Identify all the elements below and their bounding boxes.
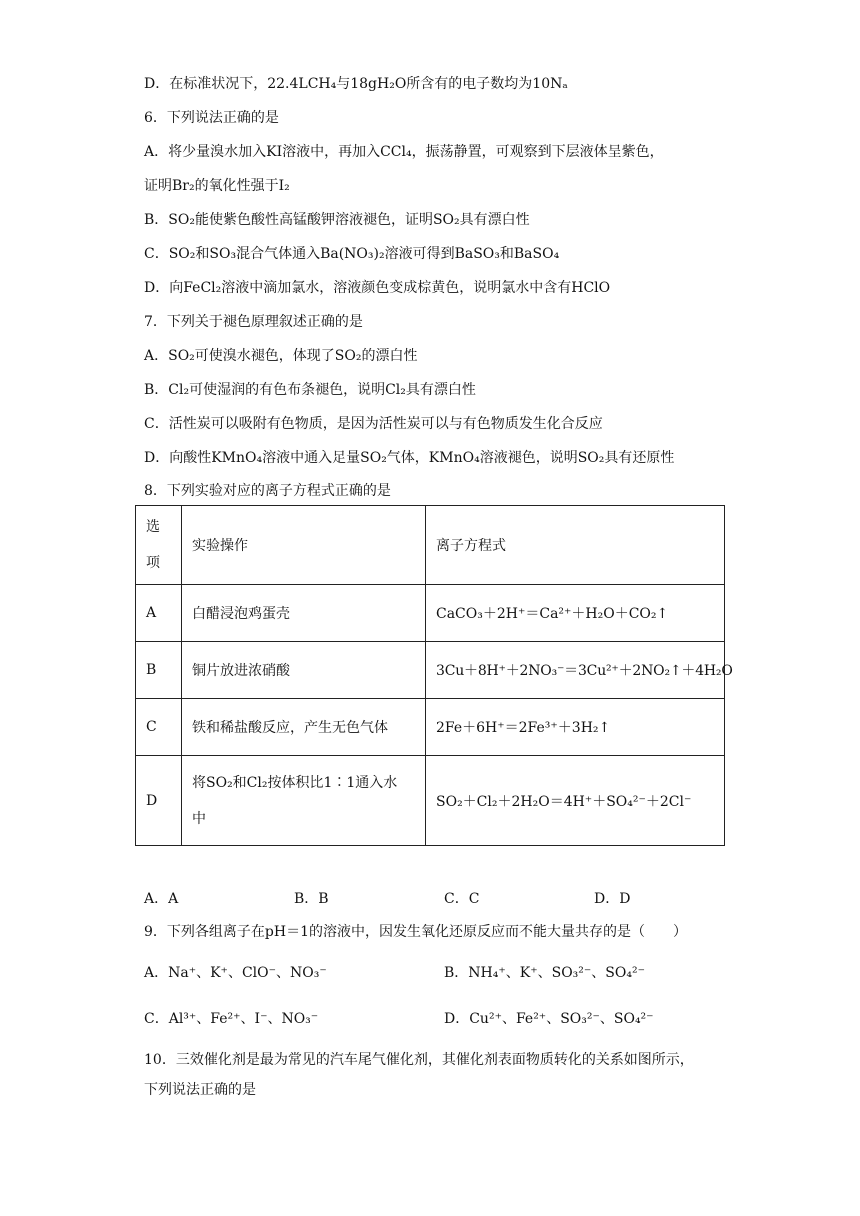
table-row: [136, 756, 725, 846]
q8-choice-c: C．C: [444, 891, 480, 907]
option-6c: C．SO₂和SO₃混合气体通入Ba(NO₃)₂溶液可得到BaSO₃和BaSO₄: [144, 246, 560, 262]
q8-choice-b: B．B: [294, 891, 329, 907]
row-operation: 白醋浸泡鸡蛋壳: [182, 585, 426, 642]
row-equation: 3Cu＋8H⁺＋2NO₃⁻＝3Cu²⁺＋2NO₂↑＋4H₂O: [426, 642, 725, 699]
header-option: [136, 506, 182, 585]
question-7-stem: 7．下列关于褪色原理叙述正确的是: [144, 314, 363, 330]
q9-choice-a: A．Na⁺、K⁺、ClO⁻、NO₃⁻: [144, 965, 327, 981]
q8-choice-d: D．D: [594, 891, 631, 907]
q9-choice-c: C．Al³⁺、Fe²⁺、I⁻、NO₃⁻: [144, 1011, 319, 1027]
table-row: [136, 699, 725, 756]
option-6a-line2: 证明Br₂的氧化性强于I₂: [144, 178, 290, 194]
option-7d: D．向酸性KMnO₄溶液中通入足量SO₂气体，KMnO₄溶液褪色，说明SO₂具有还原性: [144, 450, 675, 466]
row-operation: 铁和稀盐酸反应，产生无色气体: [182, 699, 426, 756]
option-6b: B．SO₂能使紫色酸性高锰酸钾溶液褪色，证明SO₂具有漂白性: [144, 212, 530, 228]
question-9-stem: 9．下列各组离子在pH＝1的溶液中，因发生氧化还原反应而不能大量共存的是（ ）: [144, 924, 687, 940]
question-8-table: [135, 505, 733, 846]
header-equation: 离子方程式: [426, 506, 725, 585]
row-operation: 铜片放进浓硝酸: [182, 642, 426, 699]
q9-choice-d: D．Cu²⁺、Fe²⁺、SO₃²⁻、SO₄²⁻: [444, 1011, 654, 1027]
header-option-line2: 项: [146, 555, 160, 571]
question-8-stem: 8．下列实验对应的离子方程式正确的是: [144, 483, 391, 499]
option-5d: D．在标准状况下，22.4LCH₄与18gH₂O所含有的电子数均为10Nₐ: [144, 76, 568, 92]
row-equation: CaCO₃＋2H⁺＝Ca²⁺＋H₂O＋CO₂↑: [426, 585, 725, 642]
q9-choice-b: B．NH₄⁺、K⁺、SO₃²⁻、SO₄²⁻: [444, 965, 645, 981]
option-6d: D．向FeCl₂溶液中滴加氯水，溶液颜色变成棕黄色，说明氯水中含有HClO: [144, 280, 611, 296]
row-operation-line2: 中: [192, 810, 206, 827]
row-equation: SO₂＋Cl₂＋2H₂O＝4H⁺＋SO₄²⁻＋2Cl⁻: [426, 756, 725, 846]
question-10-stem-line2: 下列说法正确的是: [144, 1082, 256, 1098]
question-10-stem-line1: 10．三效催化剂是最为常见的汽车尾气催化剂，其催化剂表面物质转化的关系如图所示，: [144, 1052, 694, 1068]
row-option: B: [136, 642, 182, 699]
header-operation: 实验操作: [182, 506, 426, 585]
option-7b: B．Cl₂可使湿润的有色布条褪色，说明Cl₂具有漂白性: [144, 382, 476, 398]
header-option-line1: 选: [146, 519, 160, 535]
option-7c: C．活性炭可以吸附有色物质，是因为活性炭可以与有色物质发生化合反应: [144, 416, 603, 432]
table-row: [136, 642, 725, 699]
q8-choice-a: A．A: [144, 891, 179, 907]
table-row: [136, 585, 725, 642]
row-option: C: [136, 699, 182, 756]
table-header-row: [136, 506, 725, 585]
row-operation: [182, 756, 426, 846]
row-operation-line1: 将SO₂和Cl₂按体积比1∶1通入水: [192, 774, 398, 791]
option-6a-line1: A．将少量溴水加入KI溶液中，再加入CCl₄，振荡静置，可观察到下层液体呈紫色，: [144, 144, 664, 160]
row-option: D: [136, 756, 182, 846]
question-6-stem: 6．下列说法正确的是: [144, 110, 279, 126]
row-option: A: [136, 585, 182, 642]
row-equation: 2Fe＋6H⁺＝2Fe³⁺＋3H₂↑: [426, 699, 725, 756]
option-7a: A．SO₂可使溴水褪色，体现了SO₂的漂白性: [144, 348, 418, 364]
